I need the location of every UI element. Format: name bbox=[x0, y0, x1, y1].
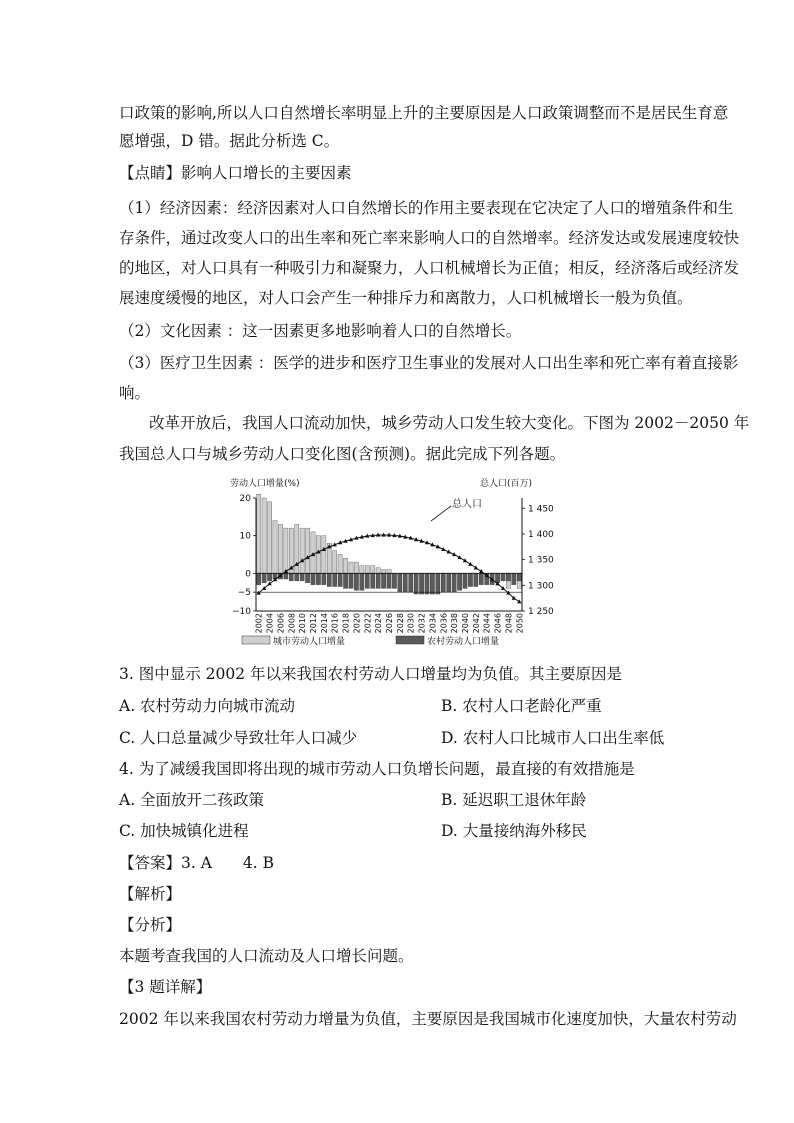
urban-bar bbox=[381, 570, 385, 574]
para-4: （1）经济因素：经济因素对人口自然增长的作用主要表现在它决定了人口的增殖条件和生 bbox=[119, 199, 734, 217]
x-tick-label: 2016 bbox=[330, 613, 340, 634]
para-9: （3）医疗卫生因素 ：医学的进步和医疗卫生事业的发展对人口出生率和死亡率有着直接影 bbox=[119, 354, 739, 372]
q4-option-d: D. 大量接纳海外移民 bbox=[441, 822, 587, 840]
x-tick-label: 2032 bbox=[417, 613, 427, 634]
x-tick-label: 2040 bbox=[461, 613, 470, 634]
para-8: （2）文化因素 ：这一因素更多地影响着人口的自然增长。 bbox=[119, 322, 522, 340]
population-point bbox=[474, 565, 478, 569]
question-4: 4. 为了减缓我国即将出现的城市劳动人口负增长问题，最直接的有效措施是 bbox=[119, 760, 635, 778]
urban-bar bbox=[371, 566, 375, 574]
urban-bar bbox=[365, 566, 369, 574]
x-tick-label: 2014 bbox=[319, 613, 329, 634]
x-tick-label: 2022 bbox=[363, 613, 373, 634]
para-7: 展速度缓慢的地区，对人口会产生一种排斥力和离散力，人口机械增长一般为负值。 bbox=[119, 289, 693, 307]
urban-bar bbox=[338, 555, 342, 574]
x-tick-label: 2008 bbox=[287, 613, 297, 634]
x-tick-label: 2042 bbox=[471, 613, 481, 634]
rural-bar bbox=[506, 573, 510, 581]
urban-bar bbox=[322, 536, 326, 574]
legend-rural-label: 农村劳动人口增量 bbox=[427, 637, 500, 647]
para-5: 存条件，通过改变人口的出生率和死亡率来影响人口的自然增率。经济发达或发展速度较快 bbox=[119, 229, 740, 247]
urban-bar bbox=[273, 521, 277, 574]
para-1: 口政策的影响,所以人口自然增长率明显上升的主要原因是人口政策调整而不是居民生育意 bbox=[119, 104, 729, 122]
rural-bar bbox=[322, 573, 326, 584]
rural-bar bbox=[403, 573, 407, 592]
urban-bar bbox=[300, 528, 304, 573]
q4-option-b: B. 延迟职工退休年龄 bbox=[441, 791, 587, 809]
rural-bar bbox=[441, 573, 445, 592]
rural-bar bbox=[257, 573, 261, 584]
x-tick-label: 2034 bbox=[428, 613, 438, 634]
rural-bar bbox=[305, 573, 309, 582]
right-tick-label: 1 400 bbox=[528, 529, 554, 540]
urban-bar bbox=[305, 528, 309, 573]
urban-bar bbox=[343, 558, 347, 573]
rural-bar bbox=[501, 573, 505, 581]
para-3: 【点睛】影响人口增长的主要因素 bbox=[119, 164, 352, 182]
urban-bar bbox=[257, 494, 261, 573]
x-tick-label: 2006 bbox=[276, 613, 286, 634]
legend-urban-swatch bbox=[242, 636, 270, 644]
x-tick-label: 2028 bbox=[395, 613, 405, 634]
left-axis-label: 劳动人口增量(%) bbox=[230, 479, 300, 489]
rural-bar bbox=[474, 573, 478, 586]
rural-bar bbox=[414, 573, 418, 594]
urban-bar bbox=[349, 562, 353, 573]
urban-bar bbox=[360, 566, 364, 574]
fenxi-text: 本题考查我国的人口流动及人口增长问题。 bbox=[119, 947, 414, 965]
urban-bar bbox=[267, 502, 271, 574]
rural-bar bbox=[436, 573, 440, 594]
x-tick-label: 2020 bbox=[352, 613, 362, 634]
left-tick-label: 10 bbox=[239, 531, 251, 542]
right-tick-label: 1 450 bbox=[528, 504, 554, 515]
left-tick-label: −5 bbox=[237, 588, 251, 599]
urban-bar bbox=[376, 568, 380, 574]
rural-bar bbox=[468, 573, 472, 586]
right-tick-label: 1 350 bbox=[528, 555, 554, 566]
rural-bar bbox=[338, 573, 342, 586]
rural-bar bbox=[392, 573, 396, 588]
x-tick-label: 2024 bbox=[374, 613, 384, 634]
q4-option-a: A. 全面放开二孩政策 bbox=[119, 791, 265, 809]
rural-bar bbox=[398, 573, 402, 592]
rural-bar bbox=[463, 573, 467, 588]
pop-annotation-leader bbox=[431, 506, 451, 521]
q3-option-a: A. 农村劳动力向城市流动 bbox=[119, 697, 296, 715]
x-tick-label: 2044 bbox=[482, 613, 492, 634]
para-10: 响。 bbox=[119, 384, 151, 402]
detail-text: 2002 年以来我国农村劳动力增量为负值，主要原因是我国城市化速度加快，大量农村劳动 bbox=[119, 1010, 737, 1028]
rural-bar bbox=[267, 573, 271, 581]
para-11: 改革开放后，我国人口流动加快，城乡劳动人口发生较大变化。下图为 2002－2050 年 bbox=[149, 414, 750, 432]
x-tick-label: 2038 bbox=[450, 613, 460, 634]
x-tick-label: 2012 bbox=[309, 613, 318, 634]
right-axis-label: 总人口(百万) bbox=[480, 479, 533, 489]
rural-bar bbox=[517, 573, 521, 581]
rural-bar bbox=[333, 573, 337, 586]
urban-bar bbox=[262, 498, 266, 573]
rural-bar bbox=[387, 573, 391, 588]
rural-bar bbox=[360, 573, 364, 590]
urban-bar bbox=[295, 524, 299, 573]
answer-line: 【答案】3. A 4. B bbox=[119, 854, 275, 872]
x-tick-label: 2018 bbox=[341, 613, 351, 634]
para-12: 我国总人口与城乡劳动人口变化图(含预测)。据此完成下列各题。 bbox=[119, 445, 566, 463]
population-point bbox=[517, 599, 521, 603]
rural-bar bbox=[327, 573, 331, 586]
analysis-heading: 【解析】 bbox=[119, 885, 182, 903]
rural-bar bbox=[479, 573, 483, 584]
x-tick-label: 2010 bbox=[298, 613, 308, 634]
rural-bar bbox=[300, 573, 304, 581]
population-point bbox=[468, 562, 472, 566]
x-tick-label: 2036 bbox=[439, 613, 449, 634]
para-6: 的地区，对人口具有一种吸引力和凝聚力，人口机械增长为正值；相反，经济落后或经济发 bbox=[119, 259, 740, 277]
para-2: 愿增强，D 错。据此分析选 C。 bbox=[119, 132, 340, 150]
x-tick-label: 2026 bbox=[385, 613, 394, 634]
q3-option-b: B. 农村人口老龄化严重 bbox=[441, 697, 602, 715]
rural-bar bbox=[262, 573, 266, 582]
rural-bar bbox=[371, 573, 375, 588]
question-3: 3. 图中显示 2002 年以来我国农村劳动人口增量均为负值。其主要原因是 bbox=[119, 665, 623, 683]
rural-bar bbox=[311, 573, 315, 584]
rural-bar bbox=[495, 573, 499, 582]
rural-bar bbox=[316, 573, 320, 584]
left-tick-label: −10 bbox=[232, 607, 251, 617]
q3-option-d: D. 农村人口比城市人口出生率低 bbox=[441, 729, 665, 747]
population-point bbox=[479, 569, 483, 573]
rural-bar bbox=[354, 573, 358, 590]
population-point bbox=[267, 581, 271, 585]
rural-bar bbox=[349, 573, 353, 588]
rural-bar bbox=[409, 573, 413, 592]
urban-bar bbox=[316, 536, 320, 574]
rural-bar bbox=[457, 573, 461, 590]
urban-bar bbox=[333, 551, 337, 574]
rural-bar bbox=[343, 573, 347, 588]
detail-heading: 【3 题详解】 bbox=[119, 978, 212, 996]
rural-bar bbox=[289, 573, 293, 581]
fenxi-heading: 【分析】 bbox=[119, 916, 182, 934]
urban-bar bbox=[387, 570, 391, 574]
rural-bar bbox=[365, 573, 369, 588]
left-tick-label: 20 bbox=[239, 494, 251, 504]
rural-bar bbox=[512, 573, 516, 584]
legend-urban-label: 城市劳动人口增量 bbox=[273, 637, 346, 647]
rural-bar bbox=[295, 573, 299, 581]
urban-bar bbox=[284, 528, 288, 573]
rural-bar bbox=[425, 573, 429, 594]
x-tick-label: 2030 bbox=[406, 613, 416, 634]
x-tick-label: 2048 bbox=[504, 613, 514, 634]
right-tick-label: 1 300 bbox=[528, 581, 554, 592]
rural-bar bbox=[452, 573, 456, 592]
rural-bar bbox=[419, 573, 423, 594]
rural-bar bbox=[430, 573, 434, 594]
rural-bar bbox=[284, 573, 288, 579]
rural-bar bbox=[376, 573, 380, 588]
population-chart bbox=[226, 474, 554, 652]
urban-bar bbox=[278, 524, 282, 573]
pop-annotation: 总人口 bbox=[452, 499, 482, 510]
rural-bar bbox=[447, 573, 451, 592]
q4-option-c: C. 加快城镇化进程 bbox=[119, 822, 249, 840]
rural-bar bbox=[381, 573, 385, 588]
right-tick-label: 1 250 bbox=[528, 607, 554, 617]
x-tick-label: 2050 bbox=[515, 613, 525, 634]
legend-rural-swatch bbox=[396, 636, 424, 644]
x-tick-label: 2004 bbox=[265, 613, 275, 634]
x-tick-label: 2046 bbox=[493, 613, 503, 634]
q3-option-c: C. 人口总量减少导致壮年人口减少 bbox=[119, 729, 358, 747]
left-tick-label: 0 bbox=[245, 569, 251, 580]
x-tick-label: 2002 bbox=[254, 613, 264, 634]
urban-bar bbox=[354, 562, 358, 573]
